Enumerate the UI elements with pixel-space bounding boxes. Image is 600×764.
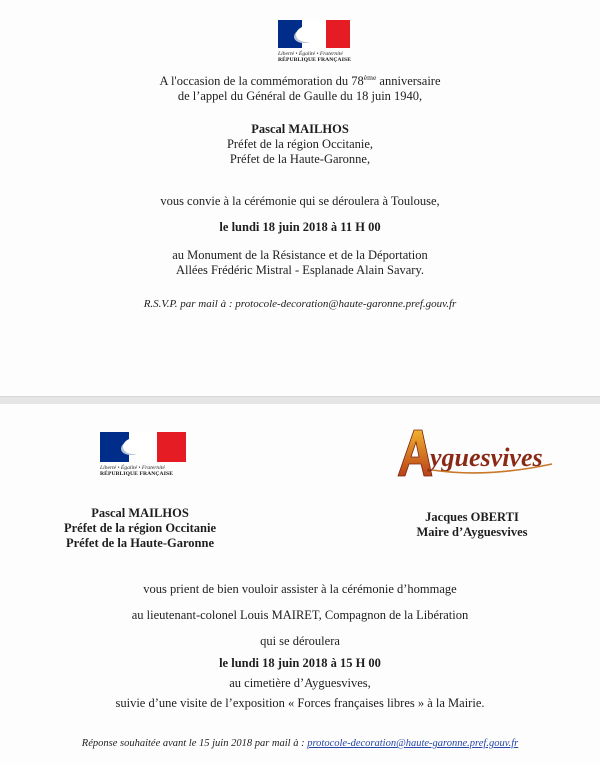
- ayguesvives-logo: [392, 424, 556, 484]
- host-title-2: Préfet de la Haute-Garonne,: [229, 152, 371, 166]
- rsvp-text: Réponse souhaitée avant le 15 juin 2018 par mail à :: [81, 738, 308, 749]
- marianne-logo: [278, 20, 350, 63]
- tricolor-flag-icon: [278, 20, 350, 48]
- republique-francaise-label: RÉPUBLIQUE FRANÇAISE: [100, 471, 174, 477]
- intro-line-2: de l’appel du Général de Gaulle du 18 juin 1940,: [177, 89, 423, 103]
- ceremony-place: [0, 248, 600, 278]
- marianne-logo: [100, 432, 186, 477]
- mayor-signature-block: [372, 510, 572, 540]
- homage-date: le lundi 18 juin 2018 à 15 H 00: [219, 656, 381, 670]
- place-line-1: au Monument de la Résistance et de la Déportation: [172, 248, 428, 262]
- republique-francaise-label: RÉPUBLIQUE FRANÇAISE: [278, 57, 352, 63]
- rsvp-line: [0, 738, 600, 749]
- rsvp-email-link[interactable]: protocole-decoration@haute-garonne.pref.gouv.fr: [307, 738, 519, 749]
- republic-motto: Liberté • Égalité • Fraternité: [278, 51, 343, 57]
- commemoration-intro: [0, 74, 600, 104]
- homage-line-4-wrap: [0, 676, 600, 691]
- prefect-title-1: Préfet de la région Occitanie: [63, 521, 217, 535]
- host-block: [0, 122, 600, 167]
- mayor-name: Jacques OBERTI: [425, 510, 519, 524]
- host-name: Pascal MAILHOS: [251, 122, 349, 136]
- homage-line-3: qui se déroulera: [260, 634, 340, 648]
- tricolor-flag-icon: [100, 432, 186, 462]
- place-line-2: Allées Frédéric Mistral - Esplanade Alain Savary.: [175, 263, 425, 277]
- republic-motto: Liberté • Égalité • Fraternité: [100, 465, 165, 471]
- prefect-title-2: Préfet de la Haute-Garonne: [66, 536, 214, 550]
- intro-line-1: A l'occasion de la commémoration du 78ème anniversaire: [159, 73, 441, 88]
- prefect-name: Pascal MAILHOS: [91, 506, 189, 520]
- homage-line-2: au lieutenant-colonel Louis MAIRET, Compagnon de la Libération: [131, 608, 469, 622]
- invitation-text: vous convie à la cérémonie qui se déroulera à Toulouse,: [160, 194, 440, 208]
- homage-line-3-wrap: [0, 634, 600, 649]
- host-title-1: Préfet de la région Occitanie,: [226, 137, 374, 151]
- homage-text: [0, 582, 600, 597]
- ceremony-date: le lundi 18 juin 2018 à 11 H 00: [219, 220, 381, 234]
- rsvp-line: R.S.V.P. par mail à : protocole-decoration@haute-garonne.pref.gouv.fr: [143, 298, 457, 310]
- homage-line-1: vous prient de bien vouloir assister à la cérémonie d’hommage: [143, 582, 457, 596]
- prefect-signature-block: [40, 506, 240, 551]
- homage-date-wrap: [0, 656, 600, 671]
- exhibition-line: suivie d’une visite de l’exposition « Forces françaises libres » à la Mairie.: [115, 696, 485, 710]
- homage-line-5-wrap: [0, 696, 600, 711]
- mayor-title: Maire d’Ayguesvives: [416, 525, 528, 539]
- homage-place: au cimetière d’Ayguesvives,: [229, 676, 371, 690]
- homage-line-2-wrap: [0, 608, 600, 623]
- svg-text:yguesvives: yguesvives: [430, 443, 543, 472]
